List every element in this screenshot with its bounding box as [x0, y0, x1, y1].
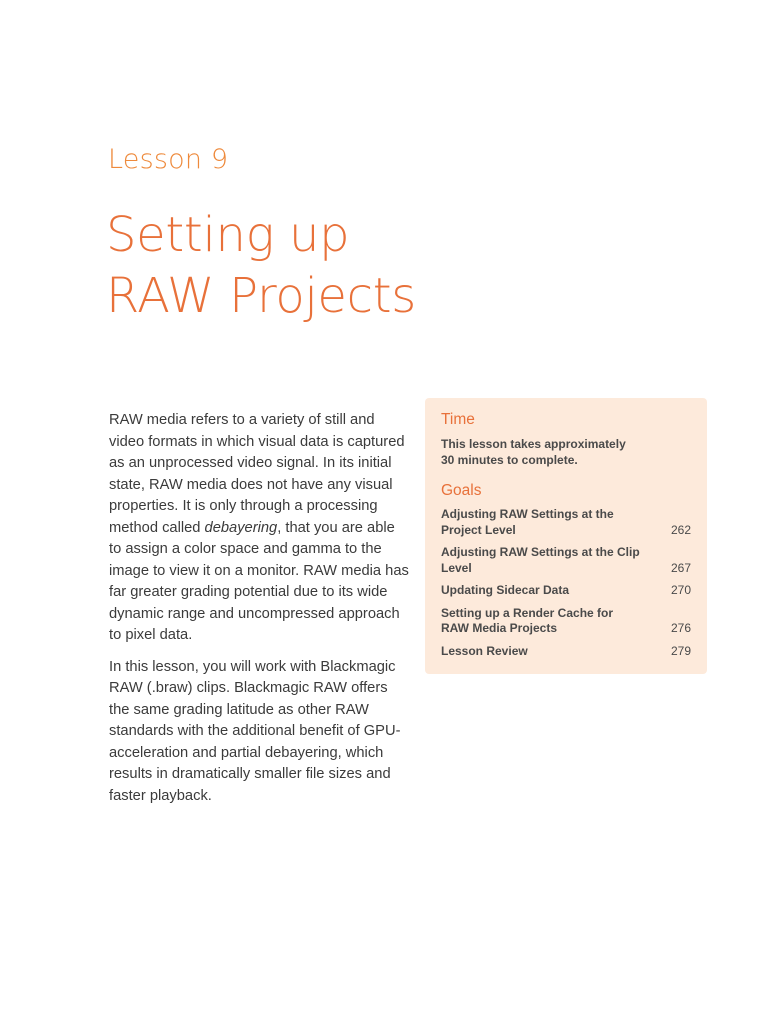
goal-label: Updating Sidecar Data — [441, 583, 570, 597]
goals-list — [441, 507, 691, 659]
lesson-number: Lesson 9 — [108, 144, 229, 175]
goal-label: Adjusting RAW Settings at the Project Level — [441, 507, 614, 537]
debayering-term: debayering — [204, 519, 278, 536]
lesson-title-line-2: RAW Projects — [106, 268, 416, 324]
lesson-title — [106, 205, 416, 327]
goals-heading: Goals — [441, 482, 482, 499]
goal-page-number: 262 — [670, 522, 691, 537]
goal-page-number: 276 — [670, 621, 691, 635]
lesson-intro-text — [109, 410, 411, 817]
intro-paragraph-1-end: , that you are able to assign a color space and gamma to the image to view it on a monitor. RAW media has far greater grading potential due to its wide dynamic range and uncompressed approach to pixel data. — [109, 519, 409, 643]
intro-paragraph-1-start: RAW media refers to a variety of still and video formats in which visual data is captured as an unprocessed video signal. In its initial state, RAW media does not have any visual properties. It is only through a processing method called — [109, 412, 405, 536]
goal-item — [441, 583, 691, 599]
goal-item — [441, 606, 691, 637]
goal-item — [441, 507, 691, 538]
intro-paragraph-2: In this lesson, you will work with Blackmagic RAW (.braw) clips. Blackmagic RAW offers the same grading latitude as other RAW standards with the additional benefit of GPU-acceleration and partial debayering, which results in dramatically smaller file sizes and faster playback. — [109, 658, 401, 804]
lesson-title-line-1: Setting up — [106, 207, 350, 263]
goal-item — [441, 545, 691, 576]
goal-item — [441, 644, 691, 660]
goal-page-number: 270 — [670, 583, 691, 597]
intro-paragraph-1 — [109, 410, 411, 647]
goal-label: Setting up a Render Cache for RAW Media Projects — [441, 605, 614, 635]
goal-page-number: 279 — [670, 643, 691, 658]
goal-label: Lesson Review — [441, 643, 528, 658]
goal-label: Adjusting RAW Settings at the Clip Level — [441, 545, 640, 575]
time-estimate: This lesson takes approximately 30 minutes to complete. — [441, 437, 626, 467]
goal-page-number: 267 — [670, 560, 691, 575]
lesson-overview-box — [425, 398, 707, 674]
time-heading: Time — [441, 411, 475, 428]
